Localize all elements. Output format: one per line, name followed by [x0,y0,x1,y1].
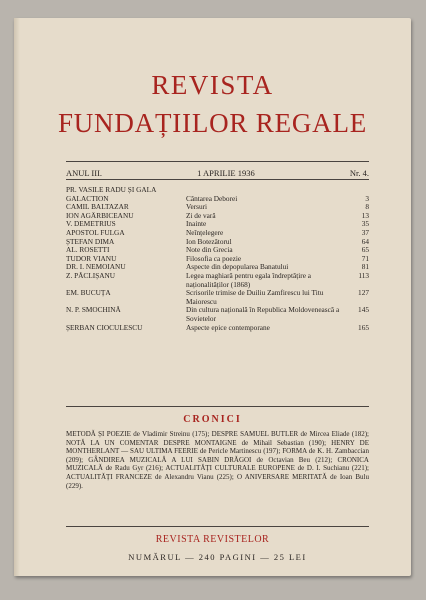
title-line-1: REVISTA [151,70,274,100]
toc-title: Cântarea Deborei [186,193,238,203]
revista-revistelor-heading: REVISTA REVISTELOR [155,534,270,545]
divider [66,161,369,162]
toc-row [66,324,369,333]
toc-title: Inainte [186,219,207,229]
toc-author: EM. BUCUȚA [66,289,111,298]
toc-title: Aspecte epice contemporane [186,322,270,332]
toc-row [66,289,369,306]
issue-date: 1 APRILIE 1936 [197,168,255,178]
toc-page: 3 [365,193,369,203]
toc-author: ION AGÂRBICEANU [66,211,134,220]
toc-title: Aspecte din depopularea Banatului [186,262,289,272]
toc-page: 81 [361,262,369,272]
toc-page: 35 [361,219,369,229]
toc-author: APOSTOL FULGA [66,228,125,237]
toc-page: 113 [358,270,369,280]
toc-title: Ion Botezătorul [186,236,232,246]
toc-title: Din cultura națională în Republica Moldovenească a Sovietelor [186,305,340,323]
toc-page: 13 [361,210,369,220]
toc-row [66,195,369,204]
toc-row [66,272,369,289]
toc-author: AL. ROSETTI [66,246,110,255]
toc-author: ȘERBAN CIOCULESCU [66,323,143,332]
issue-line [66,168,369,178]
title-line-2: FUNDAȚIILOR REGALE [57,108,368,138]
divider [66,179,369,180]
toc-title: Note din Grecia [186,245,233,255]
issue-year: ANUL III. [66,168,103,178]
cronici-heading: CRONICI [183,414,242,425]
toc-author: TUDOR VIANU [66,254,117,263]
toc-author: ȘTEFAN DIMA [66,237,115,246]
toc-row [66,203,369,212]
magazine-cover [14,18,411,576]
divider [66,406,369,407]
toc-title: Zi de vară [186,210,216,220]
table-of-contents [66,186,369,332]
toc-author: V. DEMETRIUS [66,220,116,229]
toc-page: 165 [358,322,369,332]
toc-title: Filosofia ca poezie [186,253,242,263]
toc-title: Neînțelegere [186,227,224,237]
issue-footer: NUMĂRUL — 240 PAGINI — 25 LEI [128,552,307,562]
toc-title: Legea maghiară pentru egala îndreptățire a naționalităților (1868) [186,270,311,289]
toc-page: 8 [365,202,369,212]
toc-author: PR. VASILE RADU ȘI GALA [66,186,157,194]
toc-page: 64 [361,236,369,246]
cronici-text: METODĂ ȘI POEZIE de Vladimir Streinu (175); DESPRE SAMUEL BUTLER de Mircea Eliade (182); NOTĂ LA UN COMENTAR DESPRE MONTAIGNE de Mihail Sebastian (190); HENRY DE MONTHERLANT — SAU ULTIMA FEERIE de Pericle Martinescu (197); FORMA de K. H. Zambaccian (209); GÂNDIREA MUZICALĂ A LUI SABIN DRĂGOI de Octavian Beu (212); CRONICA MUZICALĂ de Radu Gyr (216); ACTUALITĂȚI CULTURALE EUROPENE de D. I. Suchianu (221); ACTUALITĂȚI FRANCEZE de Alexandru Vianu (225); O ANIVERSARE MERITATĂ de Ioan Bulu (229). [66,430,369,490]
issue-number: Nr. 4. [349,168,369,178]
toc-page: 37 [361,227,369,237]
toc-author: CAMIL BALTAZAR [66,203,129,212]
toc-row [66,306,369,323]
toc-author: GALACTION [66,194,109,203]
toc-title: Versuri [186,202,208,212]
toc-page: 65 [361,245,369,255]
toc-title: Scrisorile trimise de Duiliu Zamfirescu lui Titu Maiorescu [186,288,324,306]
toc-page: 127 [358,288,369,298]
toc-page: 71 [361,253,369,263]
divider [66,526,369,527]
toc-author: DR. I. NEMOIANU [66,263,126,272]
toc-row [66,212,369,221]
toc-author: Z. PĂCLIȘANU [66,271,116,280]
toc-author: N. P. SMOCHINĂ [66,306,121,315]
toc-page: 145 [358,305,369,315]
